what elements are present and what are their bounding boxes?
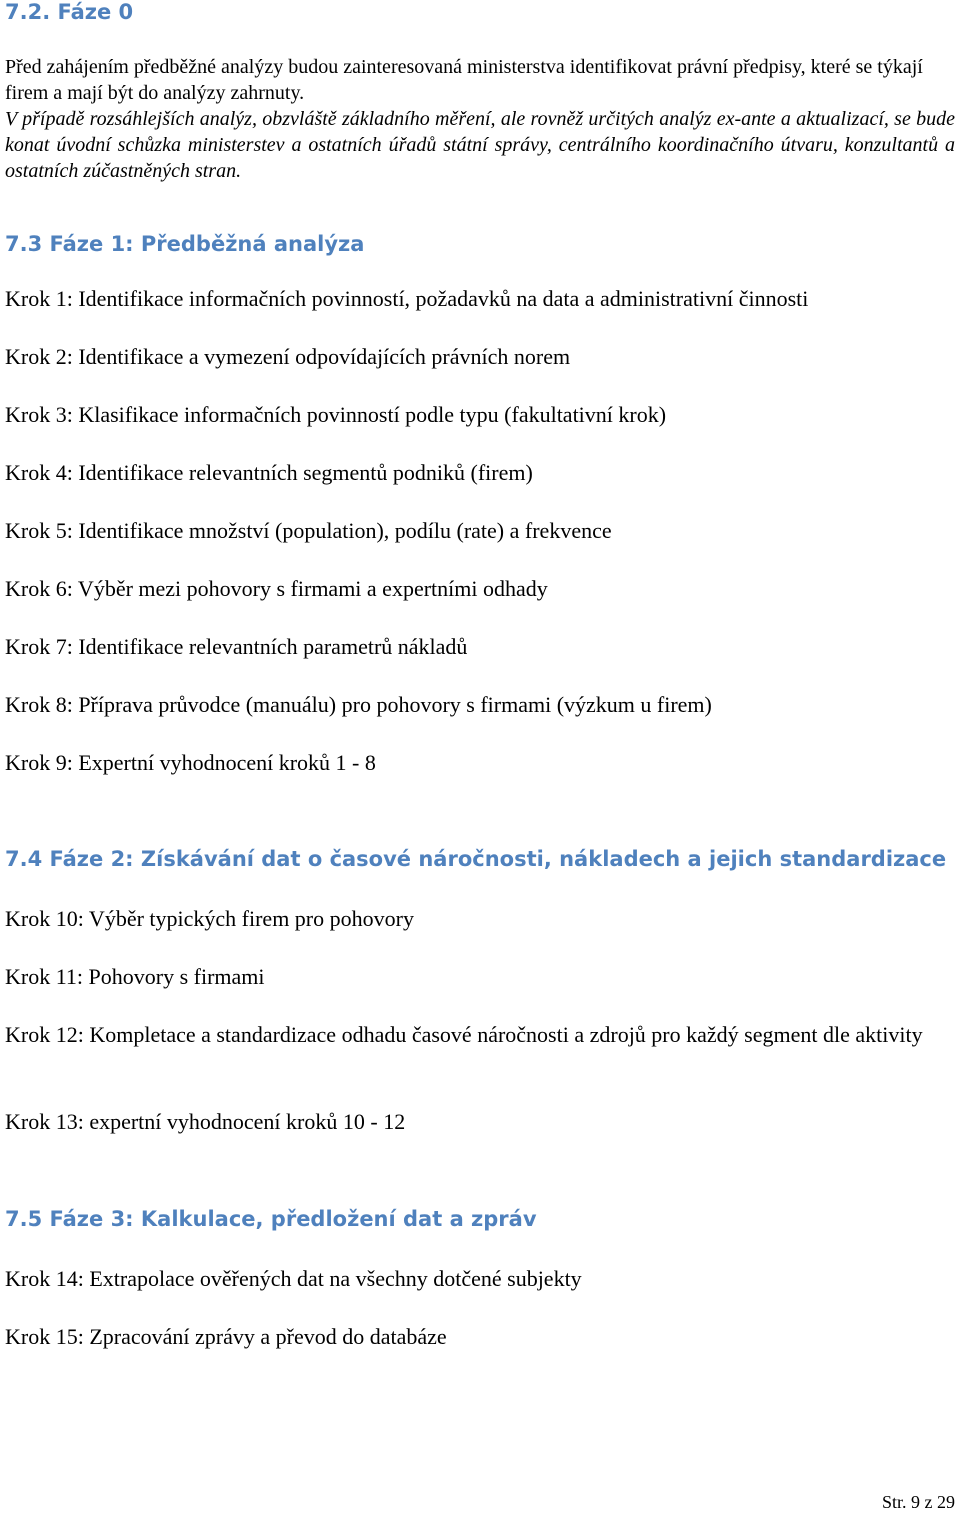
step-item: Krok 11: Pohovory s firmami — [5, 964, 265, 989]
step-item: Krok 12: Kompletace a standardizace odhadu časové náročnosti a zdrojů pro každý segment dle aktivity — [5, 1022, 923, 1047]
step-item: Krok 7: Identifikace relevantních parametrů nákladů — [5, 634, 468, 659]
step-item: Krok 14: Extrapolace ověřených dat na všechny dotčené subjekty — [5, 1266, 582, 1291]
section-heading-phase0: 7.2. Fáze 0 — [5, 0, 134, 24]
step-item: Krok 9: Expertní vyhodnocení kroků 1 - 8 — [5, 750, 376, 775]
step-item: Krok 13: expertní vyhodnocení kroků 10 - 12 — [5, 1109, 406, 1134]
step-item: Krok 1: Identifikace informačních povinností, požadavků na data a administrativní činnosti — [5, 286, 809, 311]
step-item: Krok 5: Identifikace množství (population), podílu (rate) a frekvence — [5, 518, 612, 543]
section-heading-phase2: 7.4 Fáze 2: Získávání dat o časové náročnosti, nákladech a jejich standardizace — [5, 847, 947, 871]
intro-paragraph: Před zahájením předběžné analýzy budou zainteresovaná ministerstva identifikovat právní předpisy, které se týkají firem a mají být do analýzy zahrnuty. — [5, 56, 923, 104]
section-heading-phase3: 7.5 Fáze 3: Kalkulace, předložení dat a zpráv — [5, 1207, 537, 1231]
step-item: Krok 8: Příprava průvodce (manuálu) pro pohovory s firmami (výzkum u firem) — [5, 692, 712, 717]
intro-paragraph-italic: V případě rozsáhlejších analýz, obzvláště základního měření, ale rovněž určitých analýz ex-ante a aktualizací, se bude konat úvodní schůzka ministerstev a ostatních úřadů státní správy, centrálního koordinačního útvaru, konzultantů a ostatních zúčastněných stran. — [5, 108, 955, 182]
step-item: Krok 2: Identifikace a vymezení odpovídajících právních norem — [5, 344, 571, 369]
step-item: Krok 10: Výběr typických firem pro pohovory — [5, 906, 414, 931]
step-item: Krok 4: Identifikace relevantních segmentů podniků (firem) — [5, 460, 533, 485]
step-item: Krok 3: Klasifikace informačních povinností podle typu (fakultativní krok) — [5, 402, 667, 427]
page-number: Str. 9 z 29 — [881, 1492, 955, 1512]
step-item: Krok 15: Zpracování zprávy a převod do databáze — [5, 1324, 447, 1349]
section-heading-phase1: 7.3 Fáze 1: Předběžná analýza — [5, 232, 365, 256]
step-item: Krok 6: Výběr mezi pohovory s firmami a expertními odhady — [5, 576, 548, 601]
